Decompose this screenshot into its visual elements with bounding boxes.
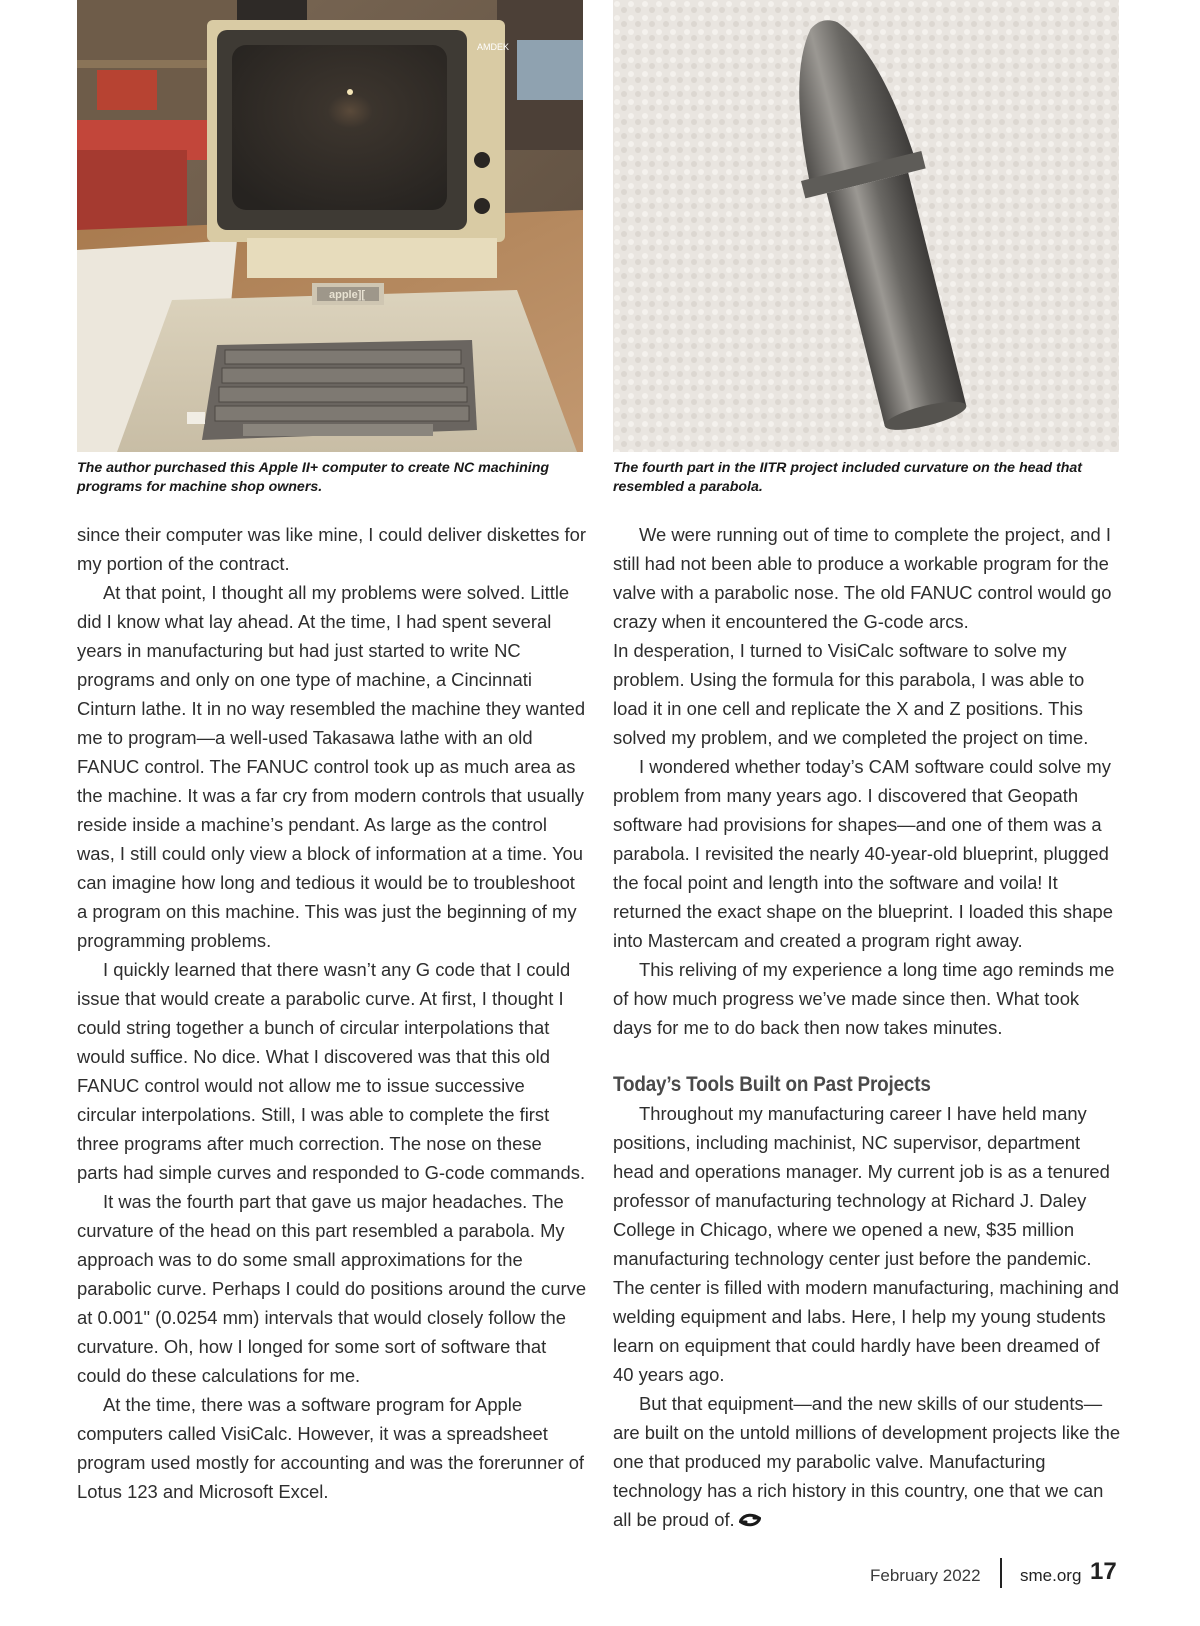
article-column-left — [77, 520, 587, 1506]
paragraph: In desperation, I turned to VisiCalc software to solve my problem. Using the formula for this parabola, I was able to load it in one cell and replicate the X and Z positions. This solved my problem, and we completed the project on time. — [613, 640, 1089, 748]
parabolic-part-photo — [613, 0, 1119, 452]
paragraph: I quickly learned that there wasn’t any G code that I could issue that would create a parabolic curve. At first, I thought I could string together a bunch of circular interpolations that would suffice. No dice. What I discovered was that this old FANUC control would not allow me to issue successive circular interpolations. Still, I was able to complete the first three programs after much correction. The nose on these parts had simple curves and responded to G-code commands. — [77, 959, 586, 1183]
paragraph: This reliving of my experience a long time ago reminds me of how much progress we’ve made since then. What took days for me to do back then now takes minutes. — [613, 959, 1115, 1038]
paragraph: Throughout my manufacturing career I have held many positions, including machinist, NC supervisor, department head and operations manager. My current job is as a tenured professor of manufacturing technology at Richard J. Daley College in Chicago, where we opened a new, $35 million manufacturing technology center just before the pandemic. The center is filled with modern manufacturing, machining and welding equipment and labs. Here, I help my young students learn on equipment that could hardly have been dreamed of 40 years ago. — [613, 1103, 1120, 1385]
page-footer — [840, 1554, 1122, 1590]
section-heading: Today’s Tools Built on Past Projects — [613, 1073, 931, 1096]
sme-end-mark-icon — [739, 1513, 761, 1527]
paragraph: We were running out of time to complete the project, and I still had not been able to produce a workable program for the valve with a parabolic nose. The old FANUC control would go crazy when it encountered the G-code arcs. — [613, 524, 1112, 632]
footer-divider — [1000, 1558, 1002, 1588]
paragraph-text: But that equipment—and the new skills of our students—are built on the untold millions of development projects like the one that produced my parabolic valve. Manufacturing technology has a rich history in this country, one that we can all be proud of. — [613, 1393, 1121, 1530]
paragraph: since their computer was like mine, I could deliver diskettes for my portion of the contract. — [77, 524, 587, 574]
paragraph: It was the fourth part that gave us major headaches. The curvature of the head on this part resembled a parabola. My approach was to do some small approximations for the parabolic curve. Perhaps I could do positions around the curve at 0.001" (0.0254 mm) intervals that would closely follow the curvature. Oh, how I longed for some sort of software that could do these calculations for me. — [77, 1191, 587, 1386]
paragraph: I wondered whether today’s CAM software could solve my problem from many years ago. I discovered that Geopath software had provisions for shapes—and one of them was a parabola. I revisited the nearly 40-year-old blueprint, plugged the focal point and length into the software and voila! It returned the exact shape on the blueprint. I loaded this shape into Mastercam and created a program right away. — [613, 756, 1113, 951]
keyboard-logo-label: apple][ — [329, 289, 366, 301]
site-link[interactable]: sme.org — [1020, 1566, 1082, 1585]
issue-date: February 2022 — [870, 1566, 981, 1585]
apple-ii-computer-photo-icon — [77, 0, 583, 452]
paragraph: At the time, there was a software program for Apple computers called VisiCalc. However, it was a spreadsheet program used mostly for accounting and was the forerunner of Lotus 123 and Microsoft Excel. — [77, 1394, 585, 1502]
paragraph — [613, 1389, 1123, 1534]
apple-ii-photo — [77, 0, 583, 452]
monitor-brand-label: AMDEK — [477, 42, 510, 52]
article-column-right — [613, 520, 1123, 1534]
photo-caption-left: The author purchased this Apple II+ computer to create NC machining programs for machine shop owners. — [77, 460, 550, 495]
paragraph: At that point, I thought all my problems were solved. Little did I know what lay ahead. At the time, I had spent several years in manufacturing but had just started to write NC programs and only on one type of machine, a Cincinnati Cinturn lathe. It in no way resembled the machine they wanted me to program—a well-used Takasawa lathe with an old FANUC control. The FANUC control took up as much area as the machine. It was a far cry from modern controls that usually reside inside a machine’s pendant. As large as the control was, I still could only view a block of information at a time. You can imagine how long and tedious it would be to troubleshoot a program on this machine. This was just the beginning of my programming problems. — [77, 582, 586, 951]
photo-caption-right: The fourth part in the IITR project included curvature on the head that resembled a parabola. — [613, 460, 1083, 495]
machined-parabolic-part-photo-icon — [613, 0, 1119, 452]
page-number: 17 — [1090, 1558, 1117, 1585]
